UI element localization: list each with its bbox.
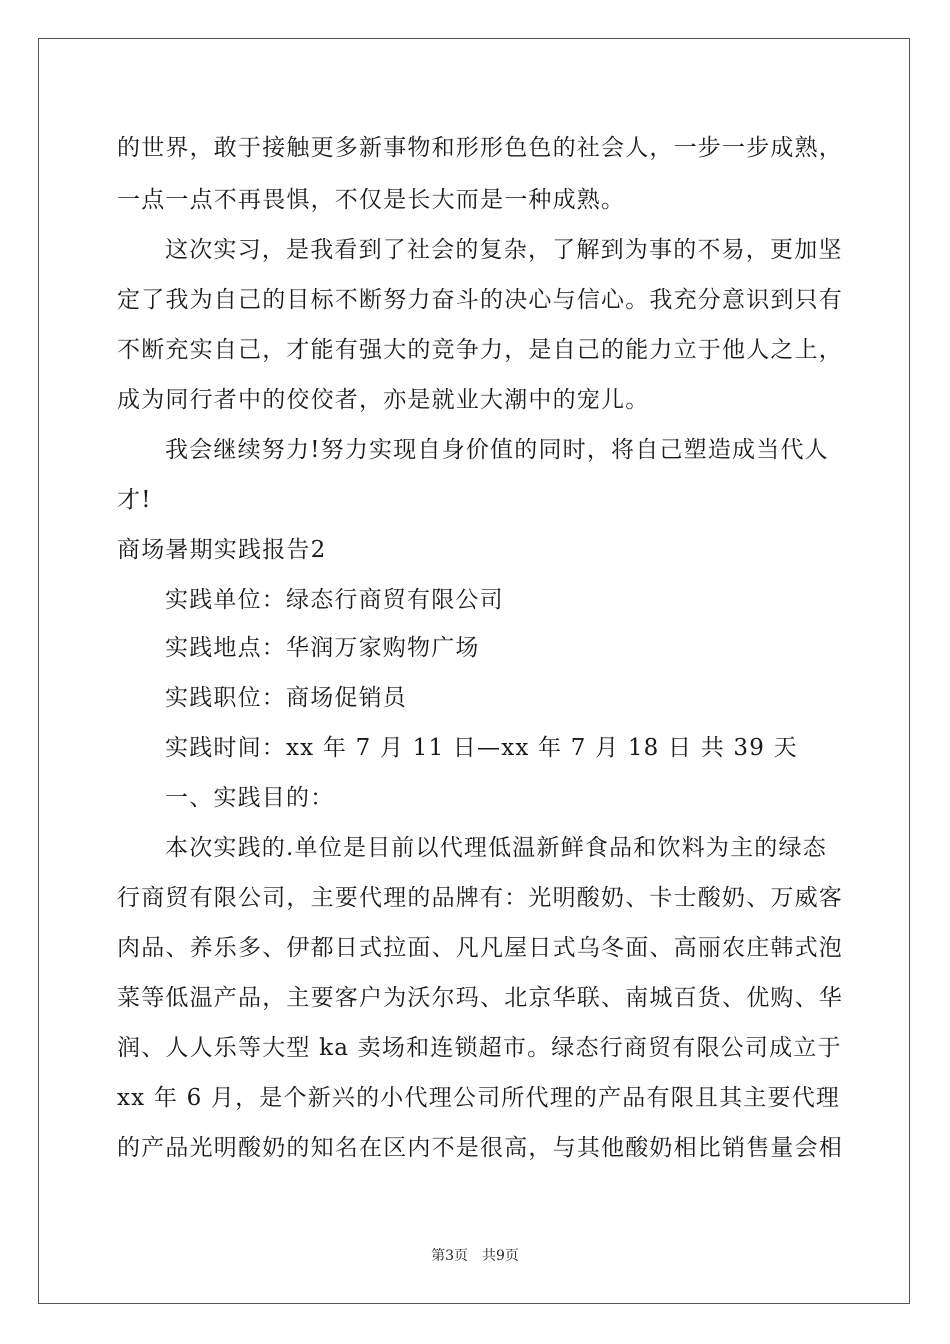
page-footer bbox=[0, 1245, 950, 1265]
text-line: 菜等低温产品，主要客户为沃尔玛、北京华联、南城百货、优购、华 bbox=[117, 985, 843, 1011]
text-line: 这次实习，是我看到了社会的复杂，了解到为事的不易，更加坚 bbox=[165, 237, 843, 263]
text-line: 成为同行者中的佼佼者，亦是就业大潮中的宠儿。 bbox=[117, 387, 650, 413]
text-line: 实践时间：xx 年 7 月 11 日—xx 年 7 月 18 日 共 39 天 bbox=[165, 735, 798, 761]
text-line: 实践单位：绿态行商贸有限公司 bbox=[165, 587, 504, 613]
text-line: 不断充实自己，才能有强大的竞争力，是自己的能力立于他人之上， bbox=[117, 337, 843, 363]
text-line: 实践职位：商场促销员 bbox=[165, 685, 407, 711]
page-number: 第3页 bbox=[431, 1248, 468, 1264]
section-heading: 商场暑期实践报告2 bbox=[117, 537, 327, 563]
text-line: 才! bbox=[117, 487, 152, 513]
page-total: 共9页 bbox=[482, 1248, 519, 1264]
text-line: 实践地点：华润万家购物广场 bbox=[165, 635, 480, 661]
page-frame bbox=[38, 38, 910, 1304]
text-line: 定了我为自己的目标不断努力奋斗的决心与信心。我充分意识到只有 bbox=[117, 287, 843, 313]
text-line: 的产品光明酸奶的知名在区内不是很高，与其他酸奶相比销售量会相 bbox=[117, 1135, 843, 1161]
text-line: 一点一点不再畏惧，不仅是长大而是一种成熟。 bbox=[117, 187, 626, 213]
text-line: 的世界，敢于接触更多新事物和形形色色的社会人，一步一步成熟， bbox=[117, 135, 843, 161]
text-line: xx 年 6 月，是个新兴的小代理公司所代理的产品有限且其主要代理 bbox=[117, 1085, 841, 1111]
text-line: 润、人人乐等大型 ka 卖场和连锁超市。绿态行商贸有限公司成立于 bbox=[117, 1035, 842, 1061]
text-line: 肉品、养乐多、伊都日式拉面、凡凡屋日式乌冬面、高丽农庄韩式泡 bbox=[117, 935, 843, 961]
text-line: 一、实践目的： bbox=[165, 785, 335, 811]
text-line: 本次实践的.单位是目前以代理低温新鲜食品和饮料为主的绿态 bbox=[165, 835, 827, 861]
text-line: 我会继续努力!努力实现自身价值的同时，将自己塑造成当代人 bbox=[165, 437, 829, 463]
text-line: 行商贸有限公司，主要代理的品牌有：光明酸奶、卡士酸奶、万威客 bbox=[117, 885, 843, 911]
